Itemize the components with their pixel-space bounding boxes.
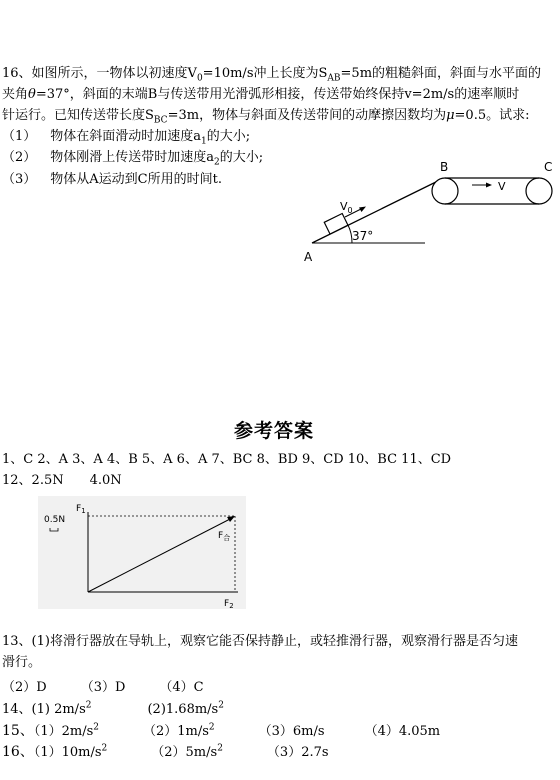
- label-f2: $F_2$: [224, 599, 234, 609]
- belt-velocity-arrowhead: [486, 183, 492, 188]
- question-1: （1） 物体在斜面滑动时加速度$a_1$的大小;: [2, 129, 251, 147]
- question-2: （2） 物体刚滑上传送带时加速度$a_2$的大小;: [2, 150, 264, 168]
- answers-line-1: 1、C 2、A 3、A 4、B 5、A 6、A 7、BC 8、BD 9、CD 10、BC 11、CD: [2, 452, 452, 467]
- force-graph: [38, 496, 246, 609]
- scale-label: 0.5N: [44, 515, 66, 525]
- answers-line-14: 14、(1) $2m/s^2$ $(2)1.68m/s^2$: [2, 700, 224, 717]
- answers-line-12: 12、2.5N 4.0N: [2, 473, 122, 488]
- question-3: （3） 物体从A运动到C所用的时间t.: [2, 172, 222, 187]
- label-f-resultant: $F_合$: [218, 531, 231, 542]
- label-v0: $V_0$: [340, 200, 353, 215]
- label-f1: $F_1$: [76, 504, 86, 515]
- label-v: V: [498, 180, 506, 193]
- problem16-line2: 夹角θ=37°，斜面的末端B与传送带用光滑弧形相接，传送带始终保持v=2m/s的速率顺时: [2, 87, 520, 102]
- conveyor-left-pulley: [432, 178, 458, 204]
- label-c: C: [544, 160, 553, 174]
- problem16-line1: 16、如图所示，一物体以初速度$V_0=10m/s$冲上长度为$S_{AB}=5m$的粗糙斜面，斜面与水平面的: [2, 66, 542, 84]
- answers-line-13b: 滑行。: [2, 655, 42, 670]
- answers-line-13c: （2）D （3）D （4）C: [2, 680, 204, 695]
- conveyor-right-pulley: [526, 178, 552, 204]
- label-b: B: [440, 160, 449, 174]
- problem16-line3: 针运行。已知传送带长度$S_{BC}=3m$，物体与斜面及传送带间的动摩擦因数均为μ=0.5。试求:: [2, 108, 530, 126]
- answers-line-13a: 13、(1)将滑行器放在导轨上，观察它能否保持静止，或轻推滑行器，观察滑行器是否匀速: [2, 634, 518, 649]
- v0-arrowhead: [359, 207, 366, 213]
- answers-line-15: 15、$(1)2m/s^2$ $(2)1m/s^2$ （3）6m/s （4）4.05m: [2, 722, 441, 739]
- label-a: A: [304, 250, 313, 264]
- label-angle: 37°: [352, 229, 374, 243]
- answers-title: 参考答案: [234, 420, 315, 442]
- answers-line-16: 16、$(1)10m/s^2$ $(2)5m/s^2$ （3）2.7s: [2, 743, 329, 760]
- incline-conveyor-figure: [290, 155, 560, 265]
- block: [324, 214, 348, 234]
